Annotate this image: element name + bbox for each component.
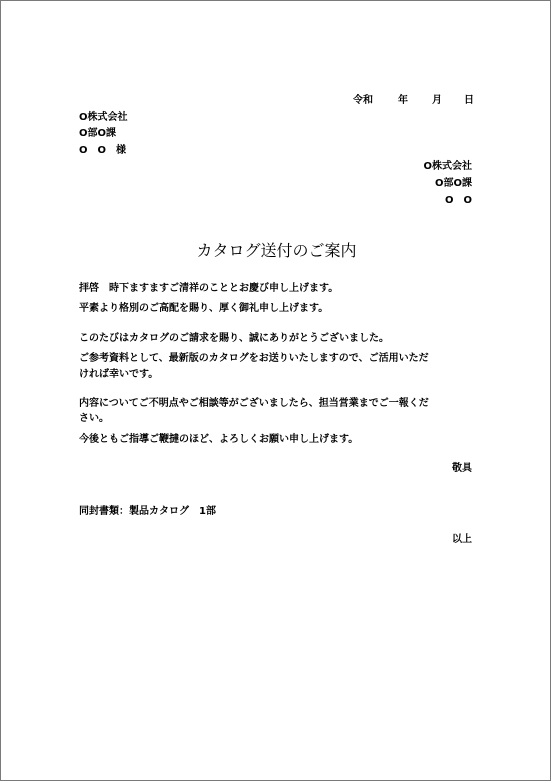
sender-department: O部O課 bbox=[434, 178, 472, 189]
recipient-department: O部O課 bbox=[79, 128, 117, 139]
document-title: カタログ送付のご案内 bbox=[196, 241, 357, 260]
body-greeting: 拝啓 時下ますますご清祥のこととお慶び申し上げます。 bbox=[79, 283, 339, 294]
body-paragraph: ご参考資料として、最新版のカタログをお送りいたしますので、ご活用いただ bbox=[79, 353, 429, 364]
body-paragraph: 内容についてご不明点やご相談等がございましたら、担当営業までご一報くだ bbox=[79, 398, 429, 409]
recipient-company: O株式会社 bbox=[79, 112, 128, 123]
body-paragraph: このたびはカタログのご請求を賜り、誠にありがとうございました。 bbox=[79, 333, 389, 344]
body-paragraph: ければ幸いです。 bbox=[79, 369, 159, 380]
recipient-name: O O 様 bbox=[79, 145, 127, 156]
date-day-unit: 日 bbox=[464, 95, 474, 106]
date-era: 令和 bbox=[353, 95, 373, 106]
date-year-unit: 年 bbox=[398, 95, 408, 106]
sender-name: O O bbox=[444, 195, 472, 206]
enclosure-line: 同封書類：製品カタログ 1部 bbox=[79, 506, 216, 517]
sender-company: O株式会社 bbox=[423, 161, 472, 172]
body-paragraph: 今後ともご指導ご鞭撻のほど、よろしくお願い申し上げます。 bbox=[79, 434, 359, 445]
end-mark: 以上 bbox=[452, 534, 472, 545]
date-month-unit: 月 bbox=[432, 95, 442, 106]
closing-keigu: 敬具 bbox=[452, 463, 472, 474]
body-paragraph: 平素より格別のご高配を賜り、厚く御礼申し上げます。 bbox=[79, 303, 329, 314]
body-paragraph: さい。 bbox=[79, 413, 109, 424]
